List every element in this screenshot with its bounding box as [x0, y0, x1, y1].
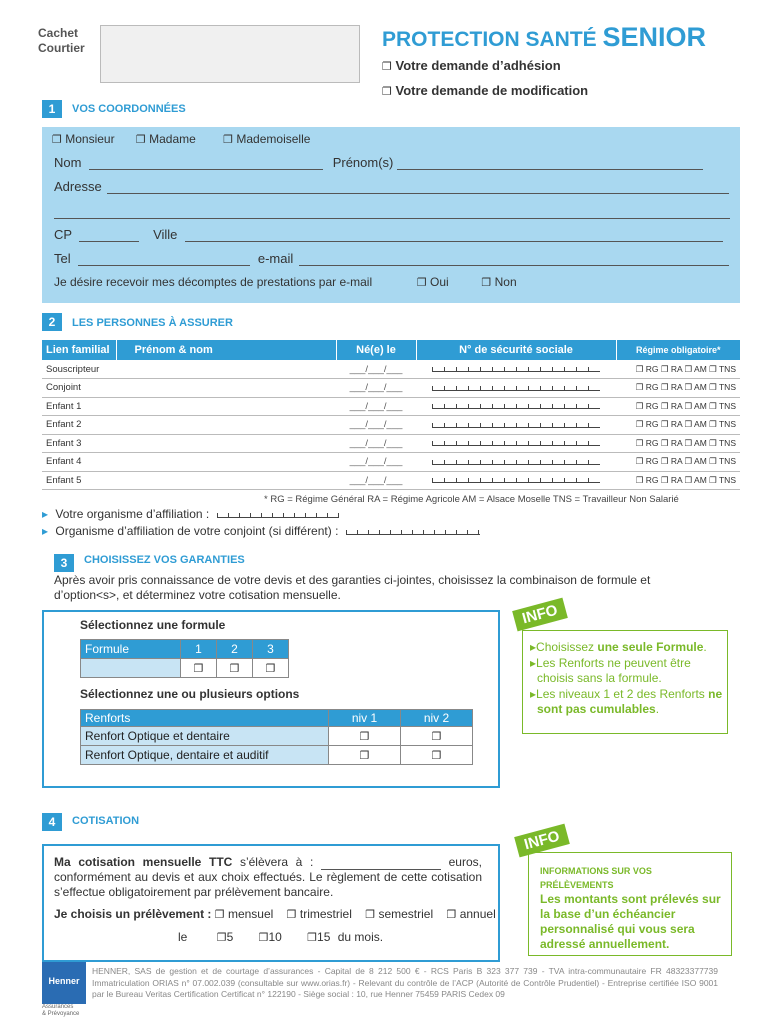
info-item-3: ▸Les niveaux 1 et 2 des Renforts ne sont pas cumulables.: [530, 686, 723, 716]
persons-table: [42, 340, 740, 490]
col-nele: Né(e) le: [336, 340, 416, 360]
lien-cell: Conjoint: [42, 379, 116, 398]
renforts-grid: [80, 709, 473, 765]
nom-row: [54, 155, 703, 170]
secu-boxes[interactable]: [432, 419, 600, 428]
freq-trimestriel: trimestriel: [299, 907, 352, 921]
table-row: [42, 453, 740, 472]
checkbox-icon[interactable]: ❐: [307, 931, 318, 944]
secu-boxes[interactable]: [432, 400, 600, 409]
date-cell[interactable]: ___/___/___: [336, 397, 416, 416]
cp-row: [54, 227, 723, 242]
date-cell[interactable]: ___/___/___: [336, 416, 416, 435]
day-15: 15: [317, 930, 331, 944]
date-cell[interactable]: ___/___/___: [336, 379, 416, 398]
info1-bold: une seule Formule: [597, 640, 704, 654]
footer-legal-text: HENNER, SAS de gestion et de courtage d’assurances - Capital de 8 212 500 € - RCS Paris B 323 377 739 - TVA intra-communautaire FR 48323377739 Immatriculation ORIAS n° 07.002.039 (consultable sur www.orias.fr) - Relevant du contrôle de l’ACP (Autorité de Contrôle Prudentiel) - Entreprise certifiée ISO 9001 par le Bureau Veritas Certification Certificat n° 122190 - Siège social : 10, rue Henner 75459 PARIS Cedex 09: [92, 966, 718, 999]
renfort-1-niv1-checkbox[interactable]: [329, 727, 401, 746]
checkbox-icon[interactable]: ❐: [446, 908, 457, 921]
ville-field[interactable]: [185, 230, 723, 242]
col-regime: Régime obligatoire*: [616, 340, 740, 360]
renforts-label: Renforts: [81, 710, 329, 727]
secu-cell[interactable]: [416, 434, 616, 453]
prenom-nom-cell[interactable]: [116, 379, 336, 398]
adresse-field[interactable]: [107, 182, 729, 194]
renfort-2-niv2-checkbox[interactable]: [401, 746, 473, 765]
organisme-conjoint-field[interactable]: [346, 527, 480, 535]
secu-cell[interactable]: [416, 471, 616, 490]
prenom-field[interactable]: [397, 158, 703, 170]
secu-boxes[interactable]: [432, 363, 600, 372]
oui-label: Oui: [430, 275, 449, 289]
renfort-2-niv1-checkbox[interactable]: [329, 746, 401, 765]
checkbox-icon[interactable]: ❐: [431, 730, 442, 743]
organisme-conjoint-row: [42, 524, 480, 538]
regime-cell[interactable]: ❐ RG ❐ RA ❐ AM ❐ TNS: [616, 416, 740, 435]
checkbox-icon[interactable]: ❐: [265, 662, 276, 675]
prenom-label: Prénom(s): [332, 155, 394, 170]
prenom-nom-cell[interactable]: [116, 416, 336, 435]
checkbox-icon[interactable]: ❐: [52, 133, 62, 146]
section-1-number: 1: [42, 100, 62, 118]
formule-empty-cell: [81, 659, 181, 678]
section-3-title: CHOISISSEZ VOS GARANTIES: [84, 554, 245, 566]
regime-cell[interactable]: ❐ RG ❐ RA ❐ AM ❐ TNS: [616, 397, 740, 416]
section-4-title: COTISATION: [72, 815, 140, 827]
organisme-label: Votre organisme d’affiliation :: [55, 507, 210, 521]
info-garanties-text: [530, 640, 726, 718]
logo-subtitle: Assurances & Prévoyance: [42, 1004, 80, 1017]
formule-grid: [80, 639, 289, 678]
option-modification-label: Votre demande de modification: [395, 83, 589, 98]
section-4-number: 4: [42, 813, 62, 831]
adresse-row: [54, 179, 729, 194]
civ-madame: Madame: [149, 132, 196, 146]
lien-cell: Enfant 1: [42, 397, 116, 416]
cotisation-amount-field[interactable]: [321, 858, 441, 870]
secu-boxes[interactable]: [432, 456, 600, 465]
formule-label: Formule: [81, 640, 181, 659]
secu-cell[interactable]: [416, 360, 616, 379]
checkbox-icon[interactable]: ❐: [135, 133, 146, 146]
col-prenom: Prénom & nom: [116, 340, 336, 360]
cp-field[interactable]: [79, 230, 139, 242]
decompte-label: Je désire recevoir mes décomptes de prestations par e-mail: [54, 275, 373, 289]
henner-logo: [42, 962, 86, 1004]
info-tag-prelevements: INFO: [514, 824, 570, 858]
table-row: [42, 434, 740, 453]
prelevement-row: [54, 907, 496, 921]
option-adhesion[interactable]: [382, 58, 561, 73]
date-cell[interactable]: ___/___/___: [336, 360, 416, 379]
section-3-number: 3: [54, 554, 74, 572]
le-label: le: [178, 930, 188, 944]
col-lien: Lien familial: [42, 340, 116, 360]
prenom-nom-cell[interactable]: [116, 397, 336, 416]
col-secu: N° de sécurité sociale: [416, 340, 616, 360]
checkbox-icon[interactable]: ❐: [481, 276, 492, 289]
checkbox-icon[interactable]: ❐: [359, 730, 370, 743]
tel-label: Tel: [54, 251, 71, 266]
jour-row: [178, 930, 383, 944]
checkbox-icon[interactable]: ❐: [216, 931, 227, 944]
checkbox-icon[interactable]: ❐: [431, 749, 442, 762]
euros-label: euros,: [448, 855, 482, 869]
info3-bold: ne sont pas cumulables: [537, 686, 723, 716]
checkbox-icon[interactable]: ❐: [258, 931, 269, 944]
info-prelevements-body: Les montants sont prélevés sur la base d’un échéancier personnalisé qui vous sera adressé annuellement.: [540, 892, 721, 951]
niv-2-header: niv 2: [401, 710, 473, 727]
lien-cell: Enfant 4: [42, 453, 116, 472]
organisme-conjoint-label: Organisme d’affiliation de votre conjoint (si différent) :: [55, 524, 339, 538]
section-2-number: 2: [42, 313, 62, 331]
tel-row: [54, 251, 729, 266]
secu-boxes[interactable]: [432, 474, 600, 483]
day-10: 10: [268, 930, 282, 944]
freq-semestriel: semestriel: [378, 907, 434, 921]
secu-cell[interactable]: [416, 453, 616, 472]
select-options-title: Sélectionnez une ou plusieurs options: [80, 687, 300, 701]
checkbox-icon[interactable]: ❐: [229, 662, 240, 675]
regime-cell[interactable]: ❐ RG ❐ RA ❐ AM ❐ TNS: [616, 453, 740, 472]
select-formule-title: Sélectionnez une formule: [80, 618, 226, 632]
decompte-row: [54, 275, 517, 289]
info-item-1: ▸Choisissez une seule Formule.: [530, 640, 707, 654]
renfort-optique-dentaire: Renfort Optique et dentaire: [81, 727, 329, 746]
cotisation-bold: Ma cotisation mensuelle TTC: [54, 855, 233, 869]
arrow-icon: ▸: [42, 507, 49, 521]
date-cell[interactable]: ___/___/___: [336, 471, 416, 490]
secu-cell[interactable]: [416, 397, 616, 416]
info-item-2: ▸Les Renforts ne peuvent être choisis sans la formule.: [530, 655, 691, 685]
day-5: 5: [226, 930, 234, 944]
formule-2-checkbox[interactable]: [217, 659, 253, 678]
formule-2-header: 2: [217, 640, 253, 659]
organisme-row: [42, 507, 339, 521]
regime-footnote: * RG = Régime Général RA = Régime Agricole AM = Alsace Moselle TNS = Travailleur Non Salarié: [264, 494, 679, 505]
lien-cell: Enfant 3: [42, 434, 116, 453]
info2-text: Les Renforts ne peuvent être choisis sans la formule.: [536, 655, 691, 685]
checkbox-icon[interactable]: ❐: [223, 133, 234, 146]
cotisation-text1: s’élèvera à :: [239, 855, 314, 869]
option-modification[interactable]: [382, 83, 588, 98]
date-cell[interactable]: ___/___/___: [336, 434, 416, 453]
lien-cell: Enfant 2: [42, 416, 116, 435]
tel-field[interactable]: [78, 254, 250, 266]
logo-name: Henner: [48, 976, 80, 986]
option-adhesion-label: Votre demande d’adhésion: [395, 58, 561, 73]
arrow-icon: ▸: [42, 524, 49, 538]
formule-1-header: 1: [181, 640, 217, 659]
checkbox-icon[interactable]: ❐: [193, 662, 204, 675]
section-2-title: LES PERSONNES À ASSURER: [72, 317, 233, 329]
checkbox-icon[interactable]: ❐: [382, 60, 392, 73]
table-row: [42, 360, 740, 379]
title-main: PROTECTION SANTÉ: [382, 28, 597, 51]
regime-cell[interactable]: ❐ RG ❐ RA ❐ AM ❐ TNS: [616, 379, 740, 398]
garanties-intro: Après avoir pris connaissance de votre devis et des garanties ci-jointes, choisissez la combinaison de formule et d’option<s>, et déterminez votre cotisation mensuelle.: [54, 573, 651, 602]
prenom-nom-cell[interactable]: [116, 453, 336, 472]
civ-mademoiselle: Mademoiselle: [236, 132, 311, 146]
lien-cell: Souscripteur: [42, 360, 116, 379]
checkbox-icon[interactable]: ❐: [365, 908, 376, 921]
secu-cell[interactable]: [416, 416, 616, 435]
freq-mensuel: mensuel: [227, 907, 274, 921]
secu-boxes[interactable]: [432, 437, 600, 446]
table-row: [42, 416, 740, 435]
prenom-nom-cell[interactable]: [116, 434, 336, 453]
cotisation-text2: conformément au devis et aux choix effectués. Le règlement de cette cotisation s’effectue obligatoirement par prélèvement bancaire.: [54, 870, 482, 899]
non-label: Non: [494, 275, 517, 289]
checkbox-icon[interactable]: ❐: [359, 749, 370, 762]
info-tag-garanties: INFO: [512, 598, 568, 632]
checkbox-icon[interactable]: ❐: [416, 276, 427, 289]
cachet-box[interactable]: [100, 25, 360, 83]
secu-cell[interactable]: [416, 379, 616, 398]
cachet-label: Cachet Courtier: [38, 26, 85, 55]
date-cell[interactable]: ___/___/___: [336, 453, 416, 472]
niv-1-header: niv 1: [329, 710, 401, 727]
lien-cell: Enfant 5: [42, 471, 116, 490]
email-label: e-mail: [257, 251, 294, 266]
formule-3-checkbox[interactable]: [253, 659, 289, 678]
renfort-optique-dentaire-auditif: Renfort Optique, dentaire et auditif: [81, 746, 329, 765]
table-row: [42, 397, 740, 416]
renfort-1-niv2-checkbox[interactable]: [401, 727, 473, 746]
section-1-title: VOS COORDONNÉES: [72, 103, 186, 115]
info1-text: Choisissez: [536, 640, 598, 654]
title-accent: SENIOR: [602, 22, 707, 52]
formule-1-checkbox[interactable]: [181, 659, 217, 678]
formule-3-header: 3: [253, 640, 289, 659]
organisme-field[interactable]: [217, 510, 339, 518]
checkbox-icon[interactable]: ❐: [382, 85, 392, 98]
adresse-field-2[interactable]: [54, 207, 730, 219]
cotisation-text: [54, 855, 482, 900]
regime-cell[interactable]: ❐ RG ❐ RA ❐ AM ❐ TNS: [616, 471, 740, 490]
table-row: [42, 379, 740, 398]
regime-cell[interactable]: ❐ RG ❐ RA ❐ AM ❐ TNS: [616, 434, 740, 453]
info-prelevements-head: INFORMATIONS SUR VOS PRÉLÈVEMENTS: [540, 866, 652, 890]
freq-annuel: annuel: [459, 907, 496, 921]
civ-monsieur: Monsieur: [65, 132, 115, 146]
email-field[interactable]: [299, 254, 729, 266]
table-row: [42, 471, 740, 490]
adresse-line2: [54, 204, 730, 219]
ville-label: Ville: [153, 227, 178, 242]
cp-label: CP: [54, 227, 72, 242]
adresse-label: Adresse: [54, 179, 102, 194]
secu-boxes[interactable]: [432, 382, 600, 391]
checkbox-icon[interactable]: ❐: [214, 908, 225, 921]
prenom-nom-cell[interactable]: [116, 471, 336, 490]
checkbox-icon[interactable]: ❐: [286, 908, 297, 921]
page-title: [382, 22, 706, 53]
nom-field[interactable]: [89, 158, 323, 170]
civility-row: [52, 132, 310, 146]
prenom-nom-cell[interactable]: [116, 360, 336, 379]
prelevement-label: Je choisis un prélèvement :: [54, 907, 212, 921]
regime-cell[interactable]: ❐ RG ❐ RA ❐ AM ❐ TNS: [616, 360, 740, 379]
nom-label: Nom: [54, 155, 82, 170]
info3-text: Les niveaux 1 et 2 des Renforts: [536, 686, 709, 701]
du-mois-label: du mois.: [337, 930, 384, 944]
